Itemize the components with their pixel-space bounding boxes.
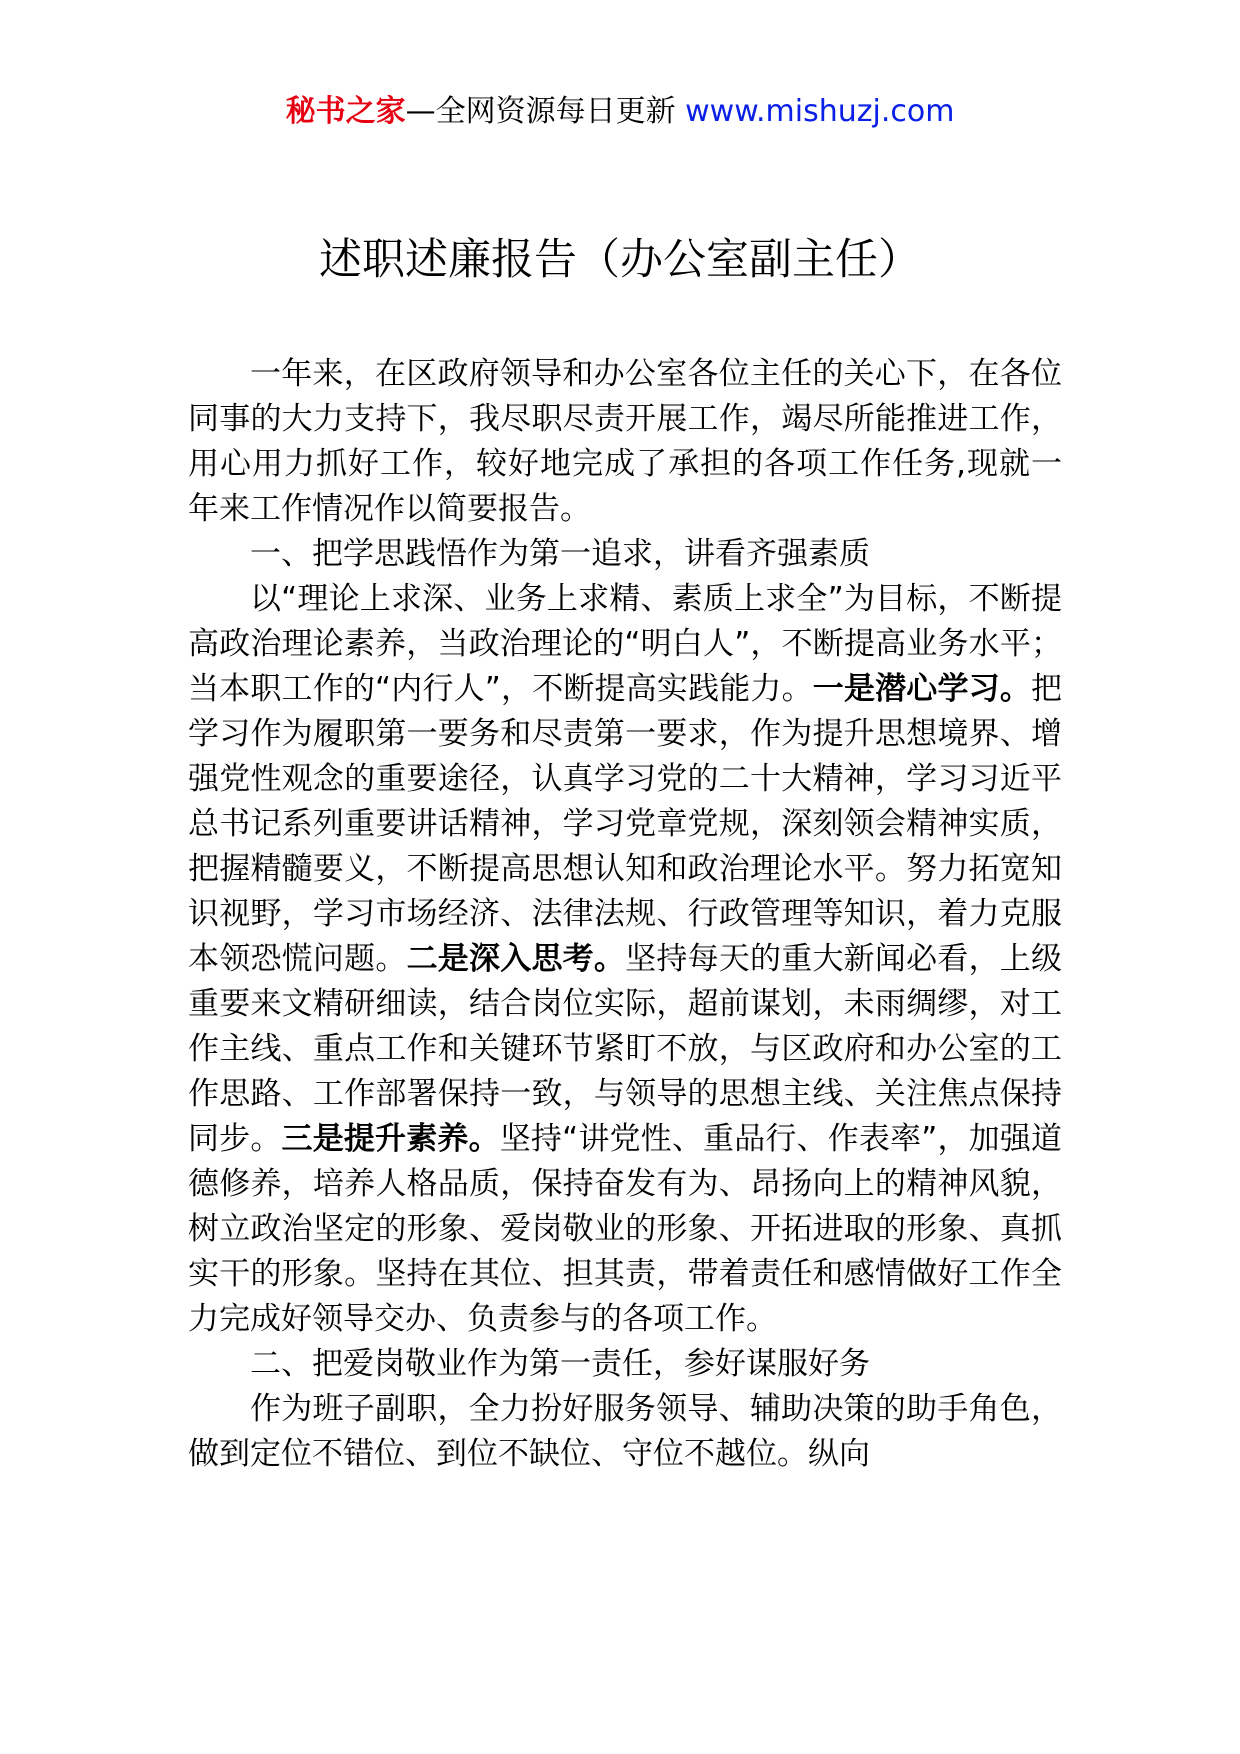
section-2-paragraph: 作为班子副职，全力扮好服务领导、辅助决策的助手角色，做到定位不错位、到位不缺位、守位不越位。纵向 (188, 1391, 1062, 1472)
point-3-text: 坚持“讲党性、重品行、作表率”，加强道德修养，培养人格品质，保持奋发有为、昂扬向上的精神风貌，树立政治坚定的形象、爱岗敬业的形象、开拓进取的形象、真抓实干的形象。坚持在其位、担其责，带着责任和感情做好工作全力完成好领导交办、负责参与的各项工作。 (188, 1121, 1063, 1337)
page-header (0, 92, 1240, 132)
header-tagline: —全网资源每日更新 (405, 94, 686, 129)
section-heading-2: 二、把爱岗敬业作为第一责任，参好谋服好务 (250, 1346, 870, 1382)
document-body (188, 352, 1062, 1477)
site-url-link[interactable]: www.mishuzj.com (685, 94, 955, 129)
document-title: 述职述廉报告（办公室副主任） (319, 235, 921, 285)
point-1-title: 一是潜心学习。 (812, 671, 1031, 707)
section-heading-1: 一、把学思践悟作为第一追求，讲看齐强素质 (250, 536, 870, 572)
point-2-title: 二是深入思考。 (406, 941, 626, 977)
point-1-text: 把学习作为履职第一要务和尽责第一要求，作为提升思想境界、增强党性观念的重要途径，认真学习党的二十大精神，学习习近平总书记系列重要讲话精神，学习党章党规，深刻领会精神实质，把握精髓要义，不断提高思想认知和政治理论水平。努力拓宽知识视野，学习市场经济、法律法规、行政管理等知识，着力克服本领恐慌问题。 (188, 671, 1062, 977)
brand-name: 秘书之家 (285, 94, 406, 129)
intro-paragraph: 一年来，在区政府领导和办公室各位主任的关心下，在各位同事的大力支持下，我尽职尽责开展工作，竭尽所能推进工作，用心用力抓好工作，较好地完成了承担的各项工作任务,现就一年来工作情况作以简要报告。 (188, 356, 1062, 527)
point-3-title: 三是提升素养。 (281, 1121, 500, 1157)
section-1-paragraph (188, 577, 1062, 1342)
section-1-lead: 以“理论上求深、业务上求精、素质上求全”为目标，不断提高政治理论素养，当政治理论的“明白人”，不断提高业务水平；当本职工作的“内行人”，不断提高实践能力。 (188, 581, 1062, 707)
point-2-text: 坚持每天的重大新闻必看，上级重要来文精研细读，结合岗位实际，超前谋划，未雨绸缪，对工作主线、重点工作和关键环节紧盯不放，与区政府和办公室的工作思路、工作部署保持一致，与领导的思想主线、关注焦点保持同步。 (188, 941, 1063, 1157)
